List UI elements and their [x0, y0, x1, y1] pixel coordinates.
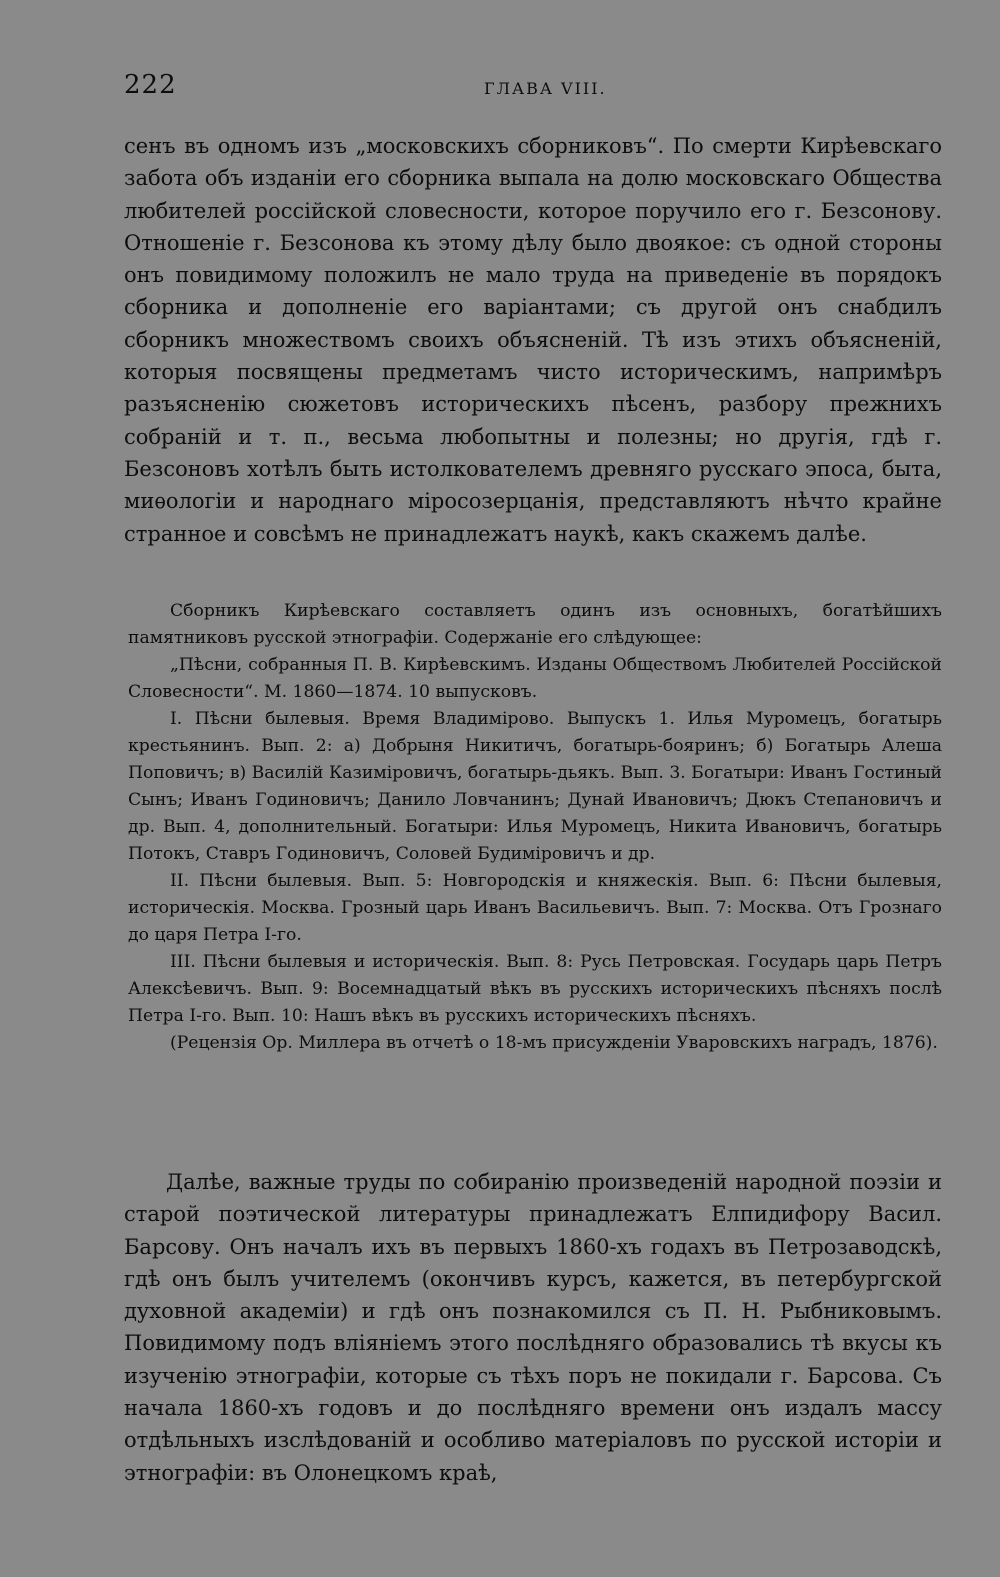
- footnote-intro: Сборникъ Кирѣевскаго составляетъ одинъ изъ основныхъ, богатѣйшихъ памятниковъ русской этнографіи. Содержаніе его слѣдующее:: [128, 601, 942, 648]
- footnote-part-1: I. Пѣсни былевыя. Время Владимірово. Выпускъ 1. Илья Муромецъ, богатырь крестьянинъ. Вып. 2: а) Добрыня Никитичъ, богатырь-бояринъ; б) Богатырь Алеша Поповичъ; в) Василій Казиміровичъ, богатырь-дьякъ. Вып. 3. Богатыри: Иванъ Гостиный Сынъ; Иванъ Годиновичъ; Данило Ловчанинъ; Дунай Ивановичъ; Дюкъ Степановичъ и др. Вып. 4, дополнительный. Богатыри: Илья Муромецъ, Никита Ивановичъ, богатырь Потокъ, Ставръ Годиновичъ, Соловей Будиміровичъ и др.: [128, 709, 942, 864]
- footnote-part-3: III. Пѣсни былевыя и историческія. Вып. 8: Русь Петровская. Государь царь Петръ Алексѣевичъ. Вып. 9: Восемнадцатый вѣкъ въ русскихъ историческихъ пѣсняхъ послѣ Петра I-го. Вып. 10: Нашъ вѣкъ въ русскихъ историческихъ пѣсняхъ.: [128, 952, 942, 1026]
- body-paragraph-2: Далѣе, важные труды по собиранію произведеній народной поэзіи и старой поэтической литературы принадлежатъ Елпидифору Васил. Барсову. Онъ началъ ихъ въ первыхъ 1860-хъ годахъ въ Петрозаводскѣ, гдѣ онъ былъ учителемъ (окончивъ курсъ, кажется, въ петербургской духовной академіи) и гдѣ онъ познакомился съ П. Н. Рыбниковымъ. Повидимому подъ вліяніемъ этого послѣдняго образовались тѣ вкусы къ изученію этнографіи, которые съ тѣхъ поръ не покидали г. Барсова. Съ начала 1860-хъ годовъ и до послѣдняго времени онъ издалъ массу отдѣльныхъ изслѣдованій и особливо матеріаловъ по русской исторіи и этнографіи: въ Олонецкомъ краѣ,: [124, 1170, 942, 1485]
- page-number: 222: [124, 70, 177, 100]
- body-paragraph-1: сенъ въ одномъ изъ „московскихъ сборниковъ“. По смерти Кирѣевскаго забота объ изданіи его сборника выпала на долю московскаго Общества любителей россійской словесности, которое поручило его г. Безсонову. Отношеніе г. Безсонова къ этому дѣлу было двоякое: съ одной стороны онъ повидимому положилъ не мало труда на приведеніе въ порядокъ сборника и дополненіе его варіантами; съ другой онъ снабдилъ сборникъ множествомъ своихъ объясненій. Тѣ изъ этихъ объясненій, которыя посвящены предметамъ чисто историческимъ, напримѣръ разъясненію сюжетовъ историческихъ пѣсенъ, разбору прежнихъ собраній и т. п., весьма любопытны и полезны; но другія, гдѣ г. Безсоновъ хотѣлъ быть истолкователемъ древняго русскаго эпоса, быта, миѳологіи и народнаго міросозерцанія, представляютъ нѣчто крайне странное и совсѣмъ не принадлежатъ наукѣ, какъ скажемъ далѣе.: [124, 134, 942, 546]
- running-title: ГЛАВА VIII.: [484, 79, 607, 98]
- footnote-part-2: II. Пѣсни былевыя. Вып. 5: Новгородскія и княжескія. Вып. 6: Пѣсни былевыя, историческія. Москва. Грозный царь Иванъ Васильевичъ. Вып. 7: Москва. Отъ Грознаго до царя Петра I-го.: [128, 871, 942, 945]
- page-header: [124, 70, 944, 110]
- footnote: [128, 598, 942, 1057]
- footnote-title: „Пѣсни, собранныя П. В. Кирѣевскимъ. Изданы Обществомъ Любителей Россійской Словесности“. М. 1860—1874. 10 выпусковъ.: [128, 655, 942, 702]
- footnote-review: (Рецензія Ор. Миллера въ отчетѣ о 18-мъ присужденіи Уваровскихъ наградъ, 1876).: [170, 1033, 938, 1053]
